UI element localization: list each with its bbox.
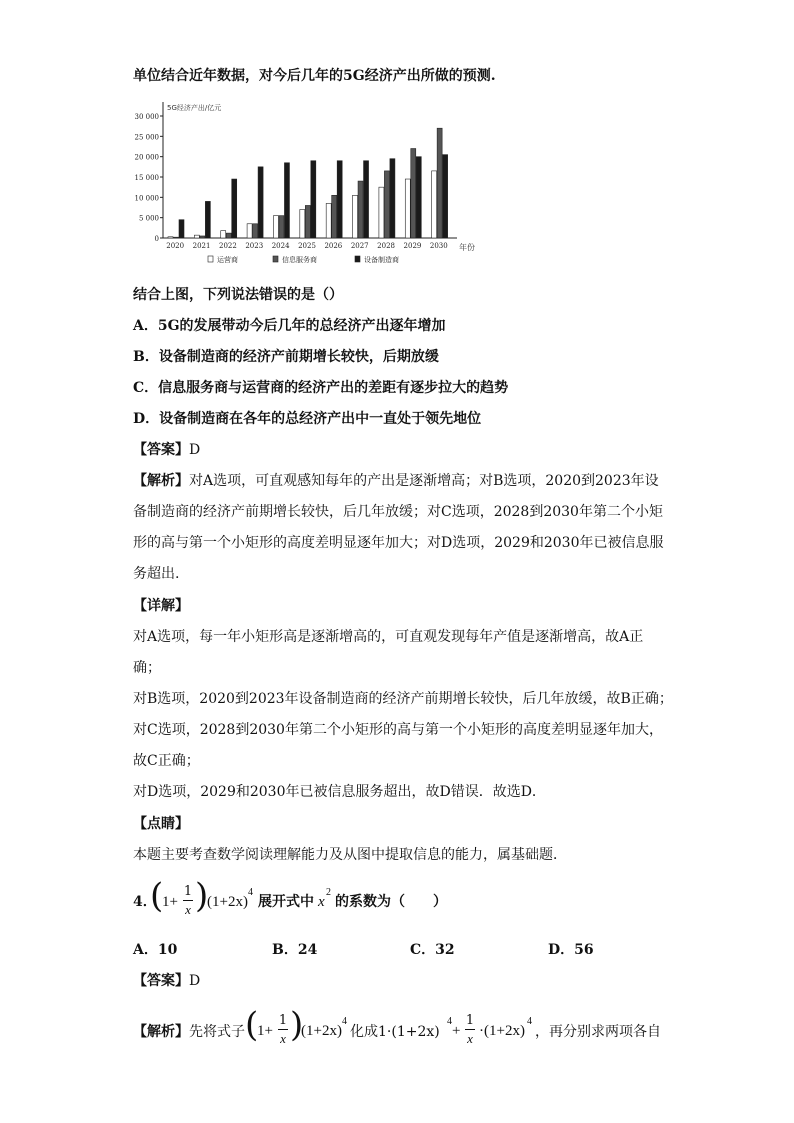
q4-x-exp: 2 [326, 887, 331, 898]
q3-analysis-line-4: 务超出. [133, 566, 180, 582]
bar-equipment [205, 201, 210, 238]
point-tag: 【点睛】 [133, 816, 189, 832]
left-paren: ( [150, 876, 164, 916]
detail-line-3: 对B选项，2020到2023年设备制造商的经济产前期增长较快，后几年放缓，故B正确； [133, 691, 673, 707]
q4-option-d: D．56 [548, 942, 594, 958]
y-tick-label: 5 000 [138, 214, 159, 223]
x-tick-label: 2028 [377, 242, 396, 250]
q3-analysis-line-2: 备制造商的经济产前期增长较快，后几年放缓；对C选项，2028到2030年第二个小矩 [133, 504, 663, 520]
q4-analysis-plus: + [452, 1023, 461, 1039]
bar-info-service [200, 236, 205, 238]
legend-label: 运营商 [217, 256, 238, 264]
q4-analysis-exp3: 4 [527, 1016, 532, 1027]
q4-option-a: A．10 [133, 942, 178, 958]
analysis-tag: 【解析】 [133, 473, 189, 489]
y-tick-label: 15 000 [134, 174, 159, 182]
legend-label: 设备制造商 [364, 256, 399, 264]
q3-answer [133, 440, 200, 460]
x-tick-label: 2029 [403, 242, 422, 250]
detail-line-4: 对C选项，2028到2030年第二个小矩形的高与第一个小矩形的高度差明显逐年加大， [133, 722, 663, 738]
x-tick-label: 2027 [350, 242, 369, 250]
detail-tag: 【详解】 [133, 598, 189, 614]
q4-frac-bar [183, 900, 193, 901]
q4-analysis-exp2: 4 [447, 1016, 452, 1027]
q4-analysis-converted: 化成1·(1+2x) [350, 1024, 440, 1040]
q4-option-c: C．32 [410, 942, 455, 958]
bar-operator [326, 203, 331, 238]
y-tick-label: 25 000 [134, 133, 159, 142]
bar-info-service [226, 233, 231, 238]
bar-operator [405, 179, 410, 238]
right-paren: ) [195, 876, 209, 916]
x-tick-label: 2022 [218, 242, 237, 250]
detail-line-2: 确； [133, 660, 161, 676]
q4-analysis-pre: 先将式子 [189, 1024, 245, 1040]
q4-analysis-tag: 【解析】 [133, 1024, 189, 1040]
answer-value: D [189, 442, 201, 458]
bar-operator [379, 187, 384, 238]
q4-analysis-fraction [276, 1013, 290, 1047]
detail-line-5: 故C正确； [133, 753, 200, 769]
q4-analysis-mid: (1+2x) [301, 1023, 342, 1039]
q4-stem-end: 的系数为（ ） [335, 894, 447, 910]
q4-analysis-frac-bar [278, 1029, 288, 1030]
q4-analysis-frac2-bar [465, 1029, 475, 1030]
q3-option-c: C．信息服务商与运营商的经济产出的差距有逐步拉大的趋势 [133, 380, 509, 396]
q3-option-b: B．设备制造商的经济产前期增长较快，后期放缓 [133, 349, 439, 365]
legend-swatch [208, 256, 213, 262]
bar-operator [168, 237, 173, 238]
q4-stem-text: 展开式中 [258, 894, 314, 910]
q4-expr-exp: 4 [248, 887, 253, 898]
q4-answer-value: D [189, 973, 201, 989]
q3-analysis-line-1 [133, 471, 659, 491]
bar-info-service [384, 171, 389, 238]
bar-info-service [411, 149, 416, 238]
bar-info-service [279, 216, 284, 238]
analysis-text: 对A选项，可直观感知每年的产出是逐渐增高；对B选项，2020到2023年设 [189, 473, 659, 489]
q4-analysis-frac2-num: 1 [465, 1013, 475, 1028]
q4-analysis-exp1: 4 [342, 1016, 347, 1027]
q4-answer-tag: 【答案】 [133, 973, 189, 989]
bar-equipment [232, 179, 237, 238]
bar-info-service [253, 224, 258, 238]
bar-equipment [337, 161, 342, 238]
x-tick-label: 2025 [298, 242, 316, 250]
answer-tag: 【答案】 [133, 442, 189, 458]
legend-swatch [355, 256, 360, 262]
bar-info-service [174, 237, 179, 238]
bar-operator [300, 210, 305, 238]
y-tick-label: 30 000 [134, 113, 159, 121]
q3-option-a: A．5G的发展带动今后几年的总经济产出逐年增加 [133, 318, 446, 334]
legend-swatch [273, 256, 278, 262]
x-tick-label: 2030 [429, 242, 448, 250]
bar-equipment [179, 220, 184, 238]
x-tick-label: 2021 [192, 242, 211, 250]
bar-info-service [437, 128, 442, 238]
bar-equipment [311, 161, 316, 238]
q4-expr-mid: (1+2x) [207, 894, 248, 910]
q4-analysis-fraction-2 [463, 1013, 477, 1047]
bar-info-service [358, 181, 363, 238]
bar-equipment [390, 159, 395, 238]
bar-operator [221, 231, 226, 238]
point-text: 本题主要考查数学阅读理解能力及从图中提取信息的能力，属基础题． [133, 847, 567, 863]
q4-number: 4． [133, 894, 157, 910]
q4-fraction [181, 884, 195, 918]
q4-analysis-one: 1+ [257, 1023, 273, 1039]
q4-expr-one: 1+ [162, 894, 178, 910]
detail-line-1: 对A选项，每一年小矩形高是逐渐增高的，可直观发现每年产值是逐渐增高，故A正 [133, 629, 644, 645]
q4-analysis-end: ，再分别求两项各自 [535, 1024, 661, 1040]
q4-analysis-right-paren: ) [290, 1005, 304, 1045]
bar-info-service [305, 205, 310, 238]
intro-text: 单位结合近年数据，对今后几年的5G经济产出所做的预测. [133, 68, 496, 84]
bar-operator [432, 171, 437, 238]
bar-equipment [416, 157, 421, 238]
q4-frac-num: 1 [183, 884, 193, 899]
q4-analysis-frac2-den: x [467, 1031, 473, 1046]
x-tick-label: 2023 [245, 242, 264, 250]
bar-operator [247, 224, 252, 238]
bar-chart [133, 100, 483, 270]
bar-info-service [332, 195, 337, 238]
legend-label: 信息服务商 [282, 256, 317, 264]
x-tick-label: 2024 [271, 242, 290, 250]
q3-option-d: D．设备制造商在各年的总经济产出中一直处于领先地位 [133, 411, 482, 427]
q4-x-var: x [318, 894, 325, 910]
bar-equipment [258, 167, 263, 238]
x-tick-label: 2026 [324, 242, 343, 250]
q4-analysis-frac-num: 1 [278, 1013, 288, 1028]
bar-operator [273, 216, 278, 238]
bar-equipment [443, 155, 448, 238]
x-tick-label: 2020 [166, 242, 185, 250]
bar-equipment [364, 161, 369, 238]
q4-frac-den: x [185, 902, 191, 917]
q3-stem: 结合上图，下列说法错误的是（） [133, 287, 343, 303]
y-tick-label: 10 000 [134, 194, 159, 203]
q3-analysis-line-3: 形的高与第一个小矩形的高度差明显逐年加大；对D选项，2029和2030年已被信息服 [133, 535, 664, 551]
bar-operator [194, 235, 199, 238]
y-tick-label: 20 000 [134, 153, 159, 162]
q4-analysis-after: ·(1+2x) [479, 1023, 525, 1039]
q4-analysis-frac-den: x [280, 1031, 286, 1046]
y-tick-label: 0 [154, 235, 159, 243]
x-axis-label: 年份 [459, 243, 475, 252]
bar-equipment [284, 163, 289, 238]
q4-answer [133, 971, 200, 991]
y-axis-label: 5G经济产出/亿元 [167, 104, 222, 112]
bar-operator [353, 195, 358, 238]
q4-analysis-left-paren: ( [245, 1005, 259, 1045]
detail-line-6: 对D选项，2029和2030年已被信息服务超出，故D错误．故选D． [133, 784, 546, 800]
q4-option-b: B．24 [272, 942, 318, 958]
